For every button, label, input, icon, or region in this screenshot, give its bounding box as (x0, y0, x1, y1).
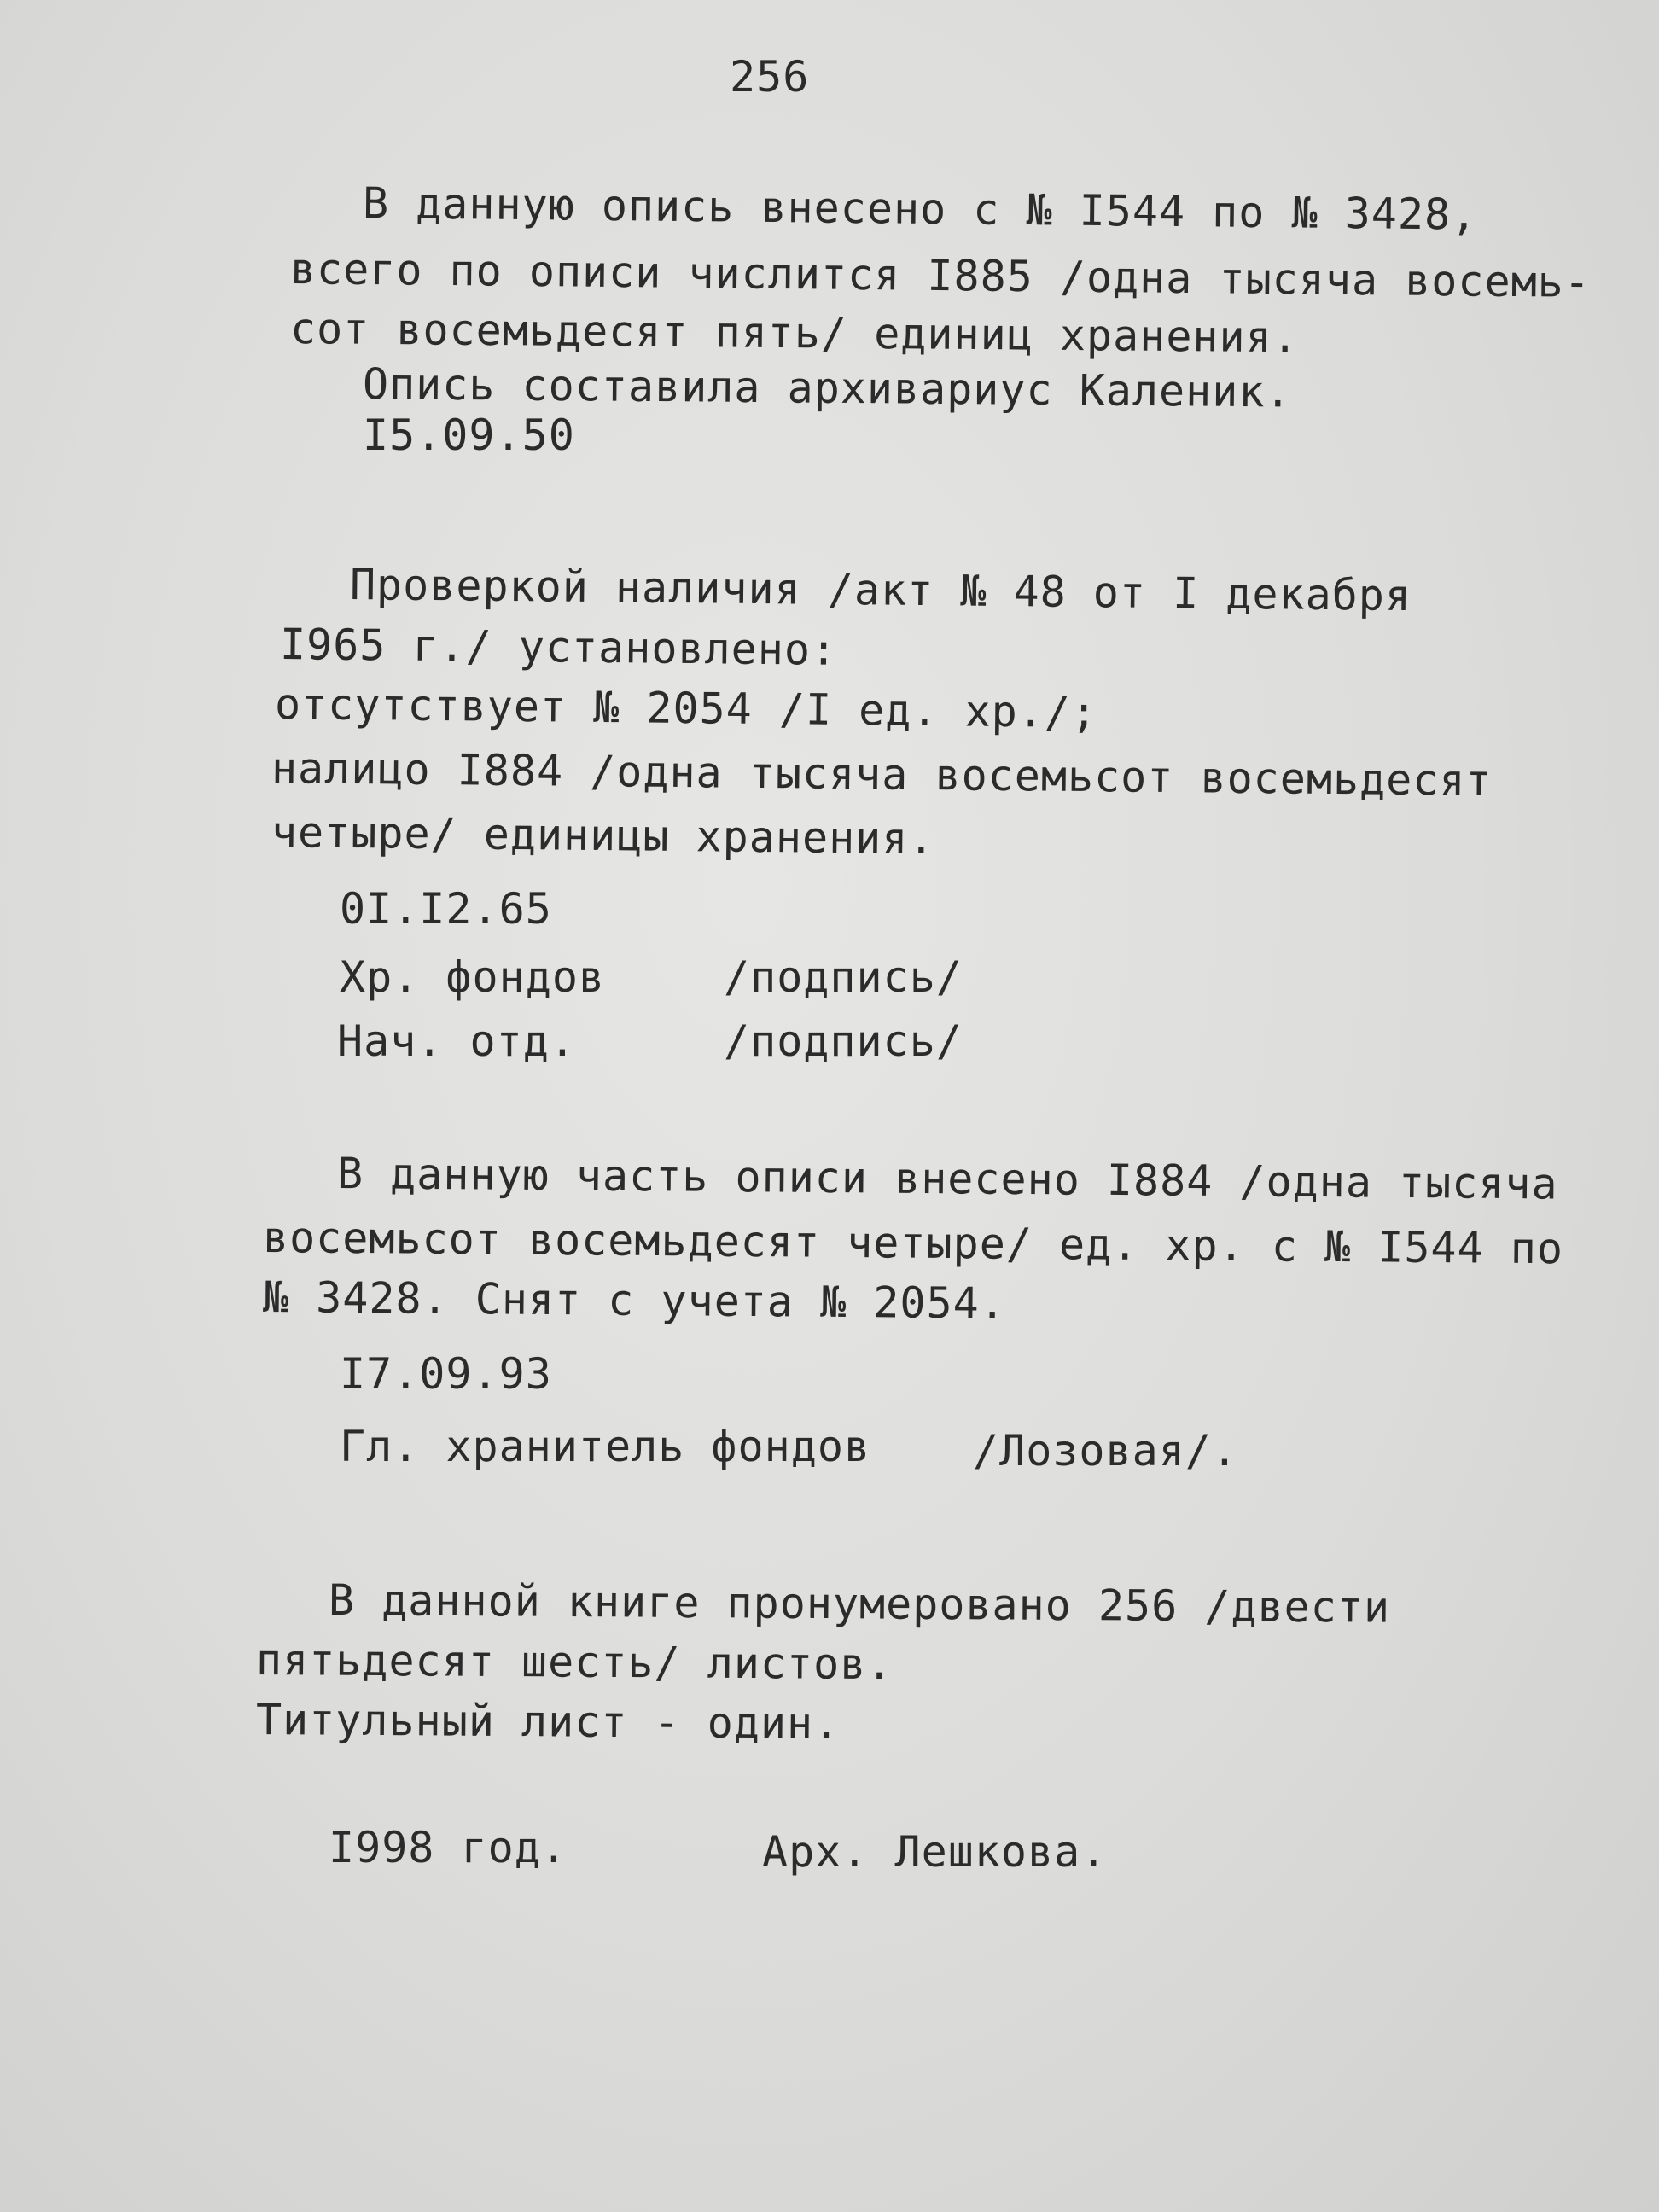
section1-line-2: всего по описи числится I885 /одна тысяча восемь- (289, 244, 1592, 307)
section3-signature-role: Гл. хранитель фондов (340, 1422, 871, 1471)
section2-line-1: Проверкой наличия /акт № 48 от I декабря (349, 560, 1412, 621)
signature-role-2: Нач. отд. (337, 1016, 576, 1066)
section4-archivist: Арх. Лешкова. (762, 1827, 1108, 1877)
signature-mark-2: /подпись/ (724, 1016, 963, 1066)
section1-line-4: Опись составила архивариус Каленик. (362, 359, 1292, 417)
section2-line-2: I965 г./ установлено: (279, 620, 838, 675)
section2-date: 0I.I2.65 (340, 884, 552, 934)
section3-signature-mark: /Лозовая/. (973, 1426, 1239, 1476)
section2-line-3: отсутствует № 2054 /I ед. хр./; (274, 679, 1098, 738)
section4-year: I998 год. (329, 1823, 568, 1872)
section4-line-3: Титульный лист - один. (255, 1695, 841, 1749)
section1-line-3: сот восемьдесят пять/ единиц хранения. (289, 304, 1300, 363)
section2-line-5: четыре/ единицы хранения. (271, 807, 935, 864)
section3-line-1: В данную часть описи внесено I884 /одна тысяча (336, 1149, 1558, 1209)
section3-line-2: восемьсот восемьдесят четыре/ ед. хр. с № I544 по (262, 1213, 1564, 1274)
section4-line-1: В данной книге пронумеровано 256 /двести (328, 1575, 1391, 1633)
signature-role-1: Хр. фондов (340, 952, 606, 1002)
section1-date: I5.09.50 (363, 410, 575, 460)
section1-line-1: В данную опись внесено с № I544 по № 3428, (362, 178, 1478, 240)
section2-line-4: налицо I884 /одна тысяча восемьсот восемьдесят (271, 743, 1493, 806)
section4-line-2: пятьдесят шесть/ листов. (255, 1635, 894, 1690)
section3-line-3: № 3428. Снят с учета № 2054. (262, 1272, 1007, 1329)
page-number: 256 (730, 52, 810, 102)
signature-mark-1: /подпись/ (724, 952, 963, 1002)
section3-date: I7.09.93 (340, 1349, 552, 1399)
